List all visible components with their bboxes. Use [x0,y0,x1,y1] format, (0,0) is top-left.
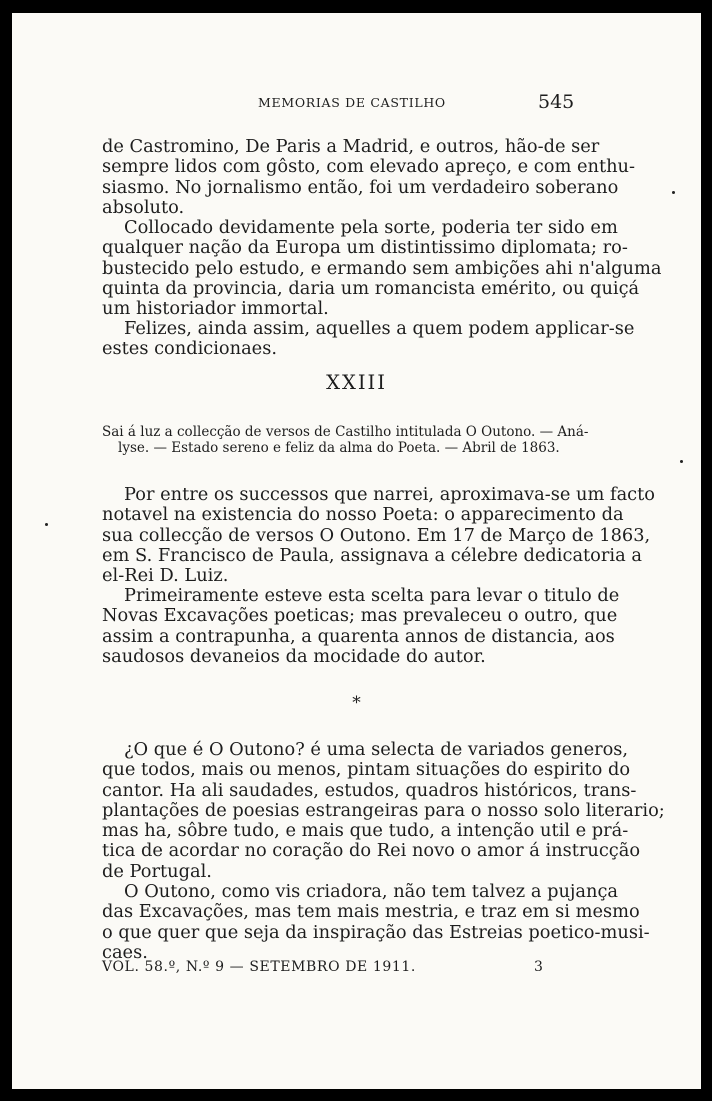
text-line: um historiador immortal. [102,298,329,320]
text-line: saudosos devaneios da mocidade do autor. [102,645,486,667]
scan-speck [672,191,675,194]
paragraph-primeiramente [102,585,620,667]
text-line: O Outono, como vis criadora, não tem talvez a pujança [124,881,619,902]
text-line: das Excavações, mas tem mais mestria, e traz em si mesmo [102,901,640,923]
summary-line: lyse. — Estado sereno e feliz da alma do Poeta. — Abril de 1863. [118,440,560,456]
volume-line: VOL. 58.º, N.º 9 — SETEMBRO DE 1911. [102,959,416,975]
text-line: el-Rei D. Luiz. [102,565,229,587]
text-line: ¿O que é O Outono? é uma selecta de variados generos, [124,739,629,760]
text-line: Primeiramente esteve esta scelta para levar o titulo de [124,585,620,606]
text-line: sempre lidos com gôsto, com elevado apreço, e com enthu- [102,156,636,178]
paragraph-o-outono [102,881,650,963]
text-line: siasmo. No jornalismo então, foi um verdadeiro soberano [102,176,619,198]
text-line: tica de acordar no coração do Rei novo o amor á instrucção [102,840,641,862]
text-line: cantor. Ha ali saudades, estudos, quadros históricos, trans- [102,779,637,801]
page-footer [102,959,542,979]
scan-speck [680,460,683,463]
scan-speck [45,523,48,526]
text-line: Collocado devidamente pela sorte, poderia ter sido em [124,217,618,238]
text-line: Por entre os successos que narrei, aproximava-se um facto [124,484,655,505]
paragraph-collocado [102,217,662,320]
text-line: sua collecção de versos O Outono. Em 17 de Março de 1863, [102,524,651,546]
text-line: absoluto. [102,196,185,218]
text-line: Novas Excavações poeticas; mas prevaleceu o outro, que [102,605,618,627]
text-line: mas ha, sôbre tudo, e mais que tudo, a intenção util e prá- [102,820,629,842]
section-break-asterisk: * [352,693,361,713]
paragraph-felizes [102,318,635,360]
text-line: o que quer que seja da inspiração das Estreias poetico-musi- [102,921,650,943]
text-line: plantações de poesias estrangeiras para o nosso solo literario; [102,799,665,821]
text-line: em S. Francisco de Paula, assignava a célebre dedicatoria a [102,544,642,566]
book-page [12,13,701,1089]
text-line: assim a contrapunha, a quarenta annos de distancia, aos [102,625,615,647]
text-line: notavel na existencia do nosso Poeta: o apparecimento da [102,504,624,526]
text-line: de Castromino, De Paris a Madrid, e outros, hão-de ser [102,136,600,157]
text-line: que todos, mais ou menos, pintam situações do espirito do [102,759,631,781]
text-line: de Portugal. [102,860,212,882]
text-line: Felizes, ainda assim, aquelles a quem podem applicar-se [124,318,635,339]
summary-line: Sai á luz a collecção de versos de Castilho intitulada O Outono. — Aná- [102,424,589,440]
chapter-summary [102,424,589,456]
text-line: quinta da provincia, daria um romancista emérito, ou quiçá [102,277,640,299]
paragraph-o-que-e [102,739,665,882]
text-line: caes. [102,941,148,963]
text-line: qualquer nação da Europa um distintissimo diplomata; ro- [102,237,628,259]
text-line: bustecido pelo estudo, e ermando sem ambições ahi n'alguma [102,257,662,279]
running-header [12,91,701,115]
chapter-heading: XXIII [326,371,387,394]
paragraph-continuation [102,136,636,218]
text-line: estes condicionaes. [102,338,277,360]
running-title: MEMORIAS DE CASTILHO [258,95,446,110]
page-number: 545 [538,91,575,113]
paragraph-por-entre [102,484,655,587]
signature-mark: 3 [534,959,543,975]
